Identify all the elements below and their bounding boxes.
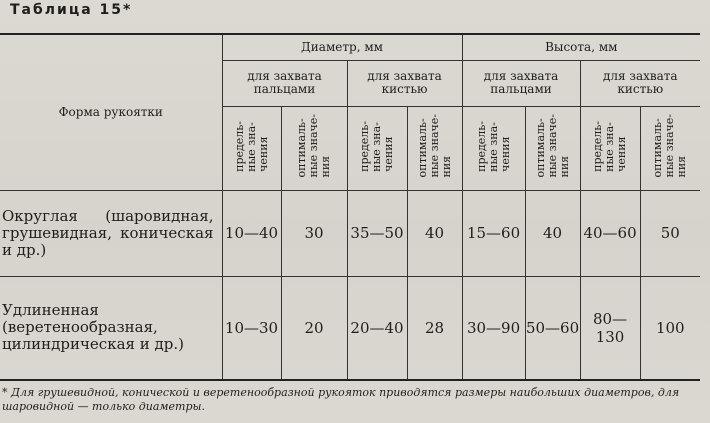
header-optimal: оптималь- ные значе- ния — [281, 106, 347, 190]
header-height-finger: для захвата пальцами — [462, 60, 580, 106]
header-diameter-hand: для захвата кистью — [347, 60, 462, 106]
value-cell: 50 — [640, 190, 700, 276]
footnote: * Для грушевидной, конической и веретенообразной рукояток приводятся размеры наибольших диаметров, для шаровидной — только диаметры. — [2, 386, 680, 413]
value-cell: 30 — [281, 190, 347, 276]
value-cell: 20 — [281, 276, 347, 380]
header-limit: предель- ные зна- чения — [222, 106, 281, 190]
header-limit: предель- ные зна- чения — [580, 106, 640, 190]
header-limit: предель- ные зна- чения — [347, 106, 407, 190]
form-cell: Удлиненная (веретенообразная, цилиндрическая и др.) — [0, 276, 222, 380]
value-cell: 80—130 — [580, 276, 640, 380]
handle-dimensions-table — [0, 33, 700, 381]
value-cell: 20—40 — [347, 276, 407, 380]
value-cell: 10—30 — [222, 276, 281, 380]
header-diameter: Диаметр, мм — [222, 34, 462, 60]
table-caption: Таблица 15* — [10, 2, 133, 18]
header-diameter-finger: для захвата пальцами — [222, 60, 347, 106]
form-cell: Округлая (шаровидная, грушевидная, коническая и др.) — [0, 190, 222, 276]
value-cell: 15—60 — [462, 190, 525, 276]
header-form: Форма рукоятки — [0, 34, 222, 190]
value-cell: 35—50 — [347, 190, 407, 276]
value-cell: 40 — [407, 190, 462, 276]
value-cell: 10—40 — [222, 190, 281, 276]
value-cell: 40—60 — [580, 190, 640, 276]
value-cell: 40 — [525, 190, 580, 276]
header-limit: предель- ные зна- чения — [462, 106, 525, 190]
header-height: Высота, мм — [462, 34, 700, 60]
table-row — [0, 190, 700, 276]
header-optimal: оптималь- ные значе- ния — [640, 106, 700, 190]
value-cell: 30—90 — [462, 276, 525, 380]
header-height-hand: для захвата кистью — [580, 60, 700, 106]
header-optimal: оптималь- ные значе- ния — [407, 106, 462, 190]
table-row — [0, 276, 700, 380]
header-optimal: оптималь- ные значе- ния — [525, 106, 580, 190]
value-cell: 28 — [407, 276, 462, 380]
value-cell: 50—60 — [525, 276, 580, 380]
value-cell: 100 — [640, 276, 700, 380]
